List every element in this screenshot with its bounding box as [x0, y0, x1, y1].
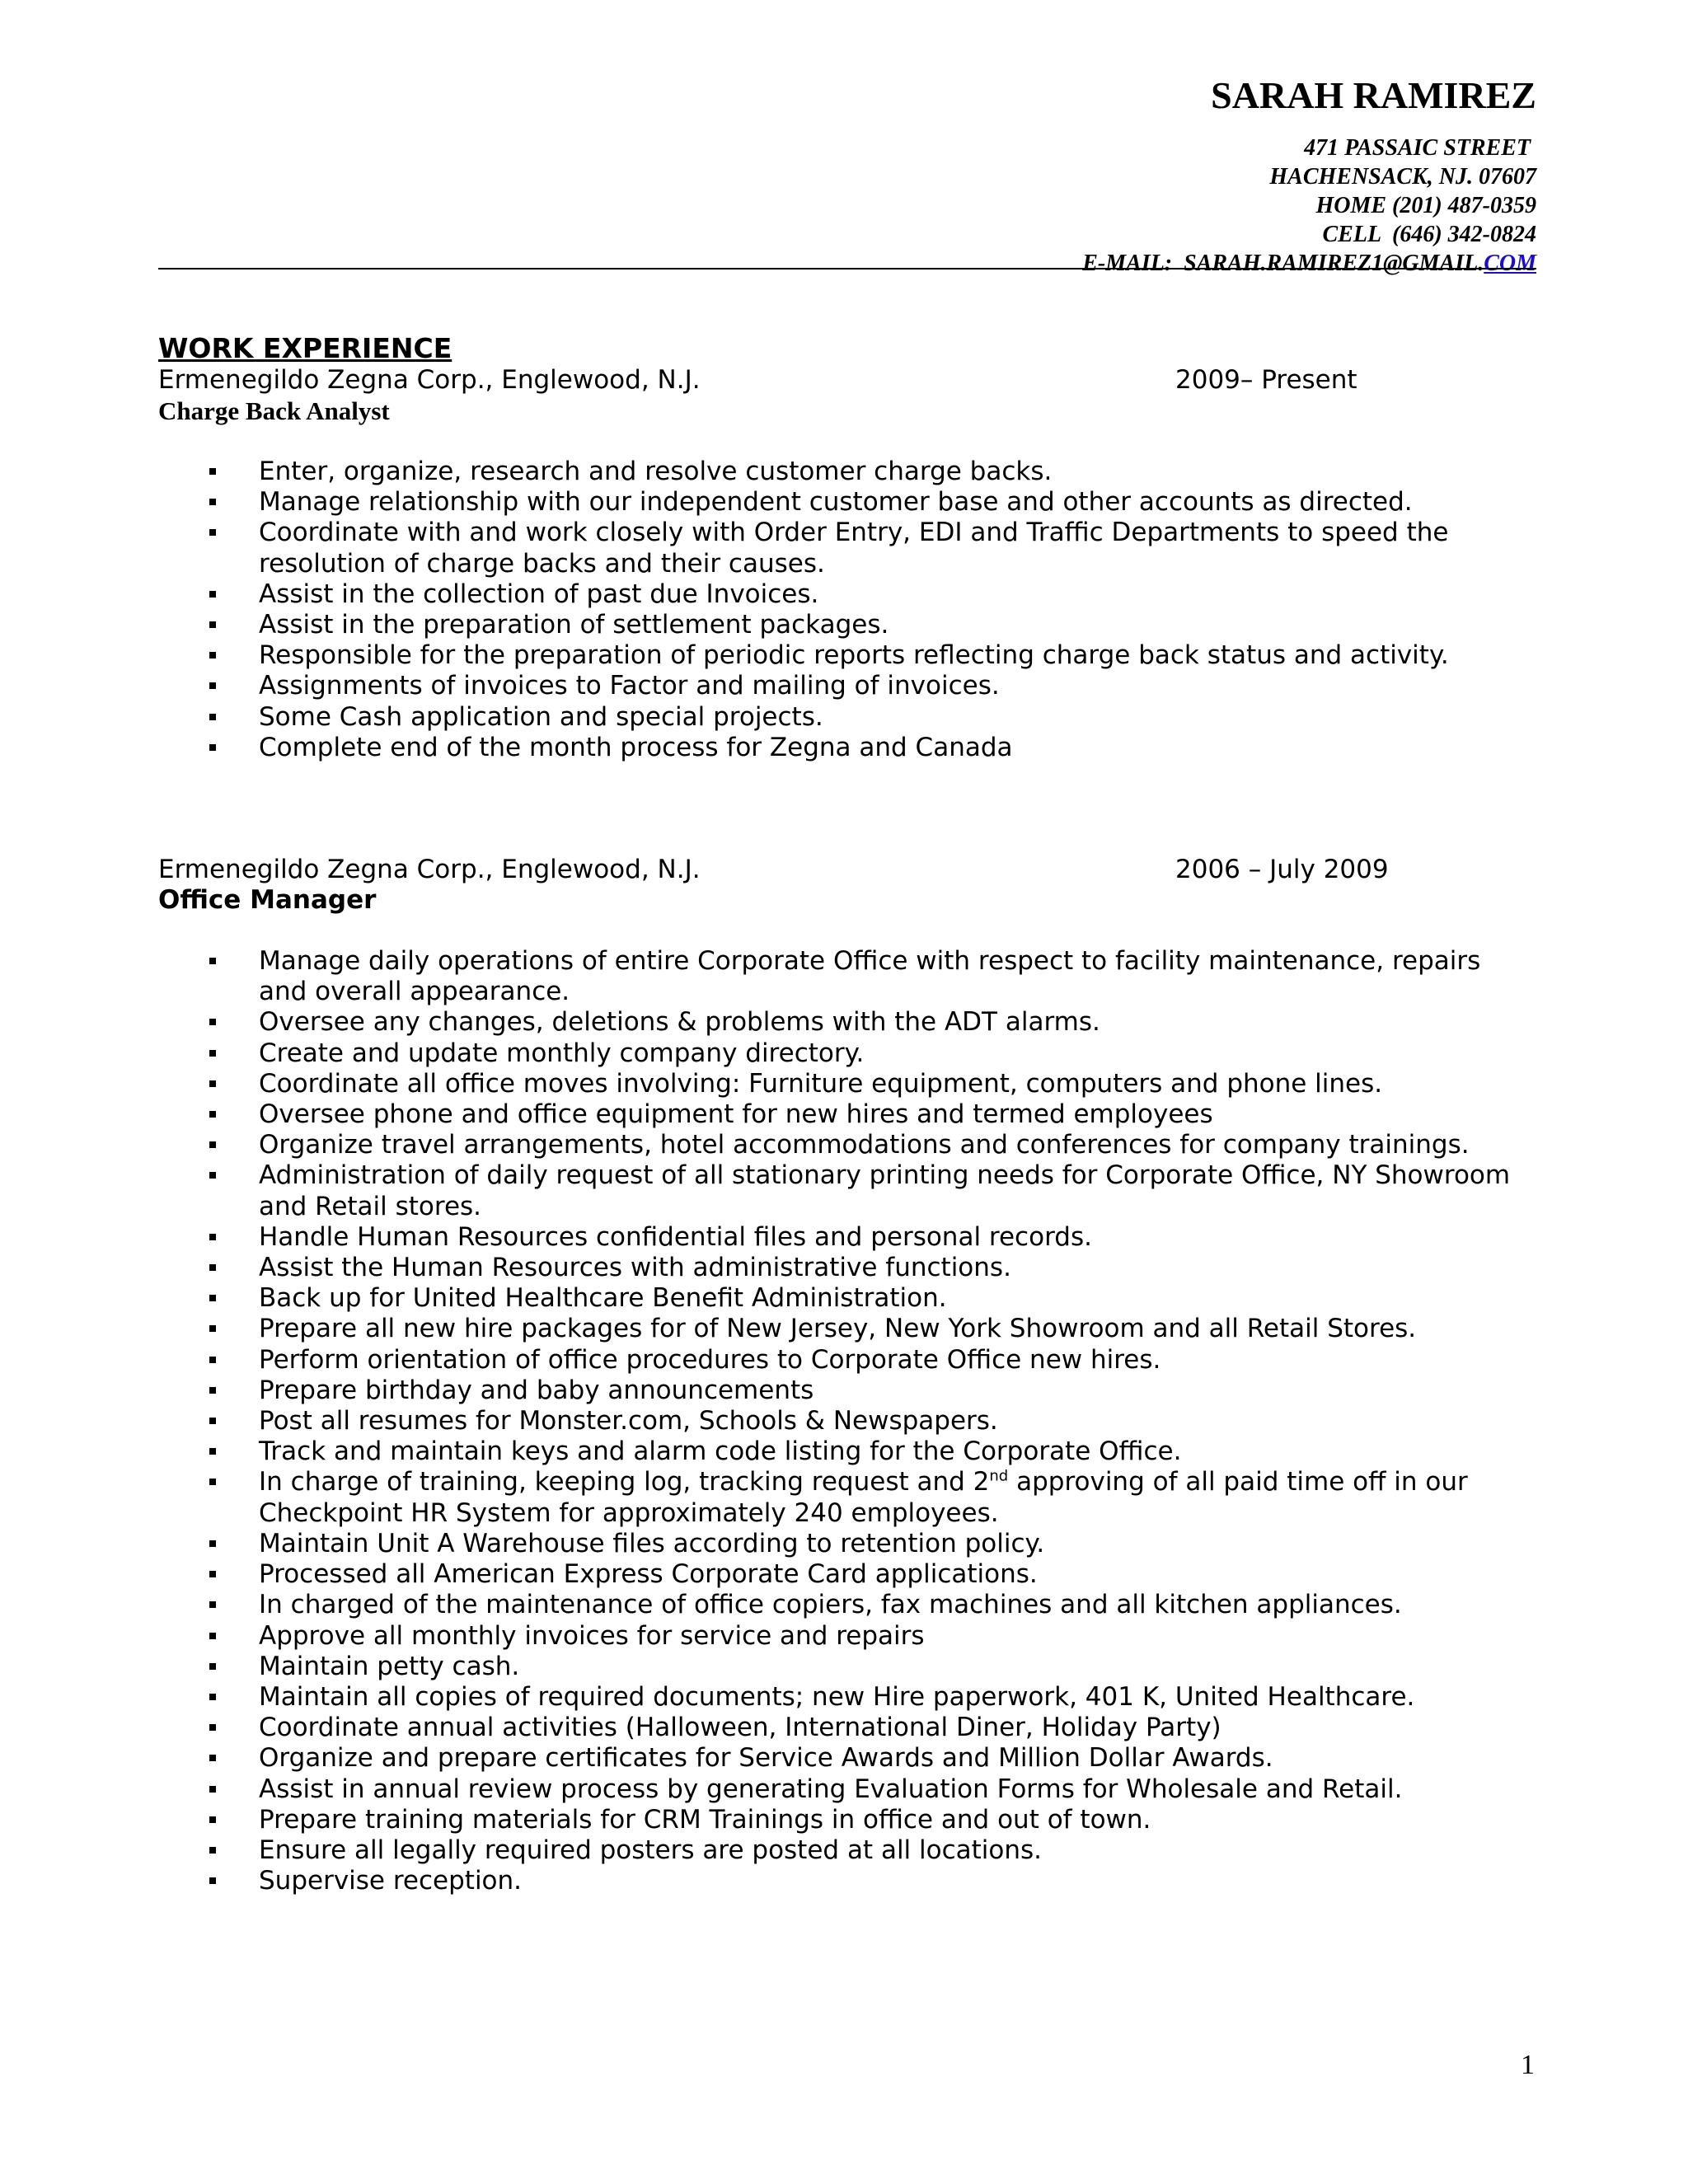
duty-item: Track and maintain keys and alarm code listing for the Corporate Office.	[158, 1436, 1536, 1467]
job-dates: 2006 – July 2009	[1175, 855, 1389, 885]
duty-item: Coordinate all office moves involving: Furniture equipment, computers and phone lines.	[158, 1069, 1536, 1099]
duty-item: Prepare training materials for CRM Trainings in office and out of town.	[158, 1805, 1536, 1835]
duty-item: Perform orientation of office procedures to Corporate Office new hires.	[158, 1345, 1536, 1376]
duty-item: Ensure all legally required posters are posted at all locations.	[158, 1835, 1536, 1866]
job-title: Office Manager	[158, 885, 377, 916]
duty-item: In charged of the maintenance of office copiers, fax machines and all kitchen appliances.	[158, 1590, 1536, 1620]
header-divider	[158, 268, 1536, 269]
duty-item: Assist in the preparation of settlement packages.	[158, 610, 1536, 640]
duty-item: Prepare all new hire packages for of New Jersey, New York Showroom and all Retail Stores.	[158, 1314, 1536, 1344]
duty-item: Approve all monthly invoices for service and repairs	[158, 1621, 1536, 1652]
duty-item: Create and update monthly company directory.	[158, 1038, 1536, 1069]
duty-item: Assist in annual review process by generating Evaluation Forms for Wholesale and Retail.	[158, 1774, 1536, 1805]
duty-item: Responsible for the preparation of periodic reports reflecting charge back status and activity.	[158, 640, 1536, 671]
job-entry	[158, 855, 1536, 1896]
job-company-line	[158, 855, 1536, 885]
duty-item: Assist in the collection of past due Invoices.	[158, 579, 1536, 610]
page-number: 1	[1521, 2050, 1535, 2080]
email-link[interactable]: COM	[1484, 251, 1536, 276]
job-dates: 2009– Present	[1175, 365, 1357, 395]
job-duties-list	[158, 946, 1536, 1896]
duty-item: Organize and prepare certificates for Service Awards and Million Dollar Awards.	[158, 1743, 1536, 1774]
duty-item: Oversee phone and office equipment for new hires and termed employees	[158, 1099, 1536, 1130]
duty-item: Maintain Unit A Warehouse files according to retention policy.	[158, 1529, 1536, 1559]
duty-item: Maintain petty cash.	[158, 1652, 1536, 1682]
job-company: Ermenegildo Zegna Corp., Englewood, N.J.	[158, 855, 701, 885]
duty-item: Manage daily operations of entire Corporate Office with respect to facility maintenance, repairs and overall appearance.	[158, 946, 1536, 1007]
resume-header	[158, 69, 1536, 278]
duty-item: Oversee any changes, deletions & problems with the ADT alarms.	[158, 1007, 1536, 1038]
section-title-work-experience: WORK EXPERIENCE	[158, 332, 452, 364]
duty-item: Maintain all copies of required documents; new Hire paperwork, 401 K, United Healthcare.	[158, 1682, 1536, 1713]
duty-item: Processed all American Express Corporate Card applications.	[158, 1559, 1536, 1590]
ordinal-suffix: nd	[989, 1468, 1009, 1486]
home-phone: HOME (201) 487-0359	[1315, 193, 1536, 218]
duty-item: Organize travel arrangements, hotel accommodations and conferences for company trainings.	[158, 1130, 1536, 1160]
resume-content	[158, 332, 1536, 1896]
duty-item: Assignments of invoices to Factor and mailing of invoices.	[158, 671, 1536, 701]
job-company-line	[158, 365, 1536, 396]
duty-item: Back up for United Healthcare Benefit Administration.	[158, 1283, 1536, 1314]
city-address: HACHENSACK, NJ. 07607	[1269, 164, 1536, 190]
job-entry	[158, 365, 1536, 763]
duty-item: Handle Human Resources confidential files and personal records.	[158, 1222, 1536, 1253]
duty-item: Coordinate annual activities (Halloween, International Diner, Holiday Party)	[158, 1713, 1536, 1743]
duty-item: Enter, organize, research and resolve customer charge backs.	[158, 457, 1536, 487]
duty-item: Manage relationship with our independent customer base and other accounts as directed.	[158, 487, 1536, 518]
duty-item: Assist the Human Resources with administrative functions.	[158, 1253, 1536, 1283]
duty-item: Administration of daily request of all stationary printing needs for Corporate Office, NY Showroom and Retail stores.	[158, 1160, 1536, 1221]
duty-item: Supervise reception.	[158, 1866, 1536, 1896]
duty-item: Coordinate with and work closely with Order Entry, EDI and Traffic Departments to speed the resolution of charge backs and their causes.	[158, 518, 1536, 579]
duty-text: approving of all paid time off in our Checkpoint HR System for approximately 240 employees.	[259, 1467, 1468, 1528]
email-line	[158, 249, 1536, 278]
duty-item: Some Cash application and special projects.	[158, 702, 1536, 733]
job-company: Ermenegildo Zegna Corp., Englewood, N.J.	[158, 365, 701, 395]
duty-item: Post all resumes for Monster.com, Schools & Newspapers.	[158, 1406, 1536, 1436]
duty-text: In charge of training, keeping log, tracking request and 2	[259, 1467, 990, 1497]
duty-item: Complete end of the month process for Zegna and Canada	[158, 733, 1536, 763]
email-text: E-MAIL: SARAH.RAMIREZ1@GMAIL.	[1082, 251, 1484, 276]
cell-phone: CELL (646) 342-0824	[1322, 222, 1536, 247]
street-address: 471 PASSAIC STREET	[1304, 135, 1536, 161]
duty-item	[158, 1467, 1536, 1528]
job-title: Charge Back Analyst	[158, 396, 390, 425]
job-duties-list	[158, 457, 1536, 763]
duty-item: Prepare birthday and baby announcements	[158, 1376, 1536, 1406]
candidate-name: SARAH RAMIREZ	[1211, 74, 1536, 116]
